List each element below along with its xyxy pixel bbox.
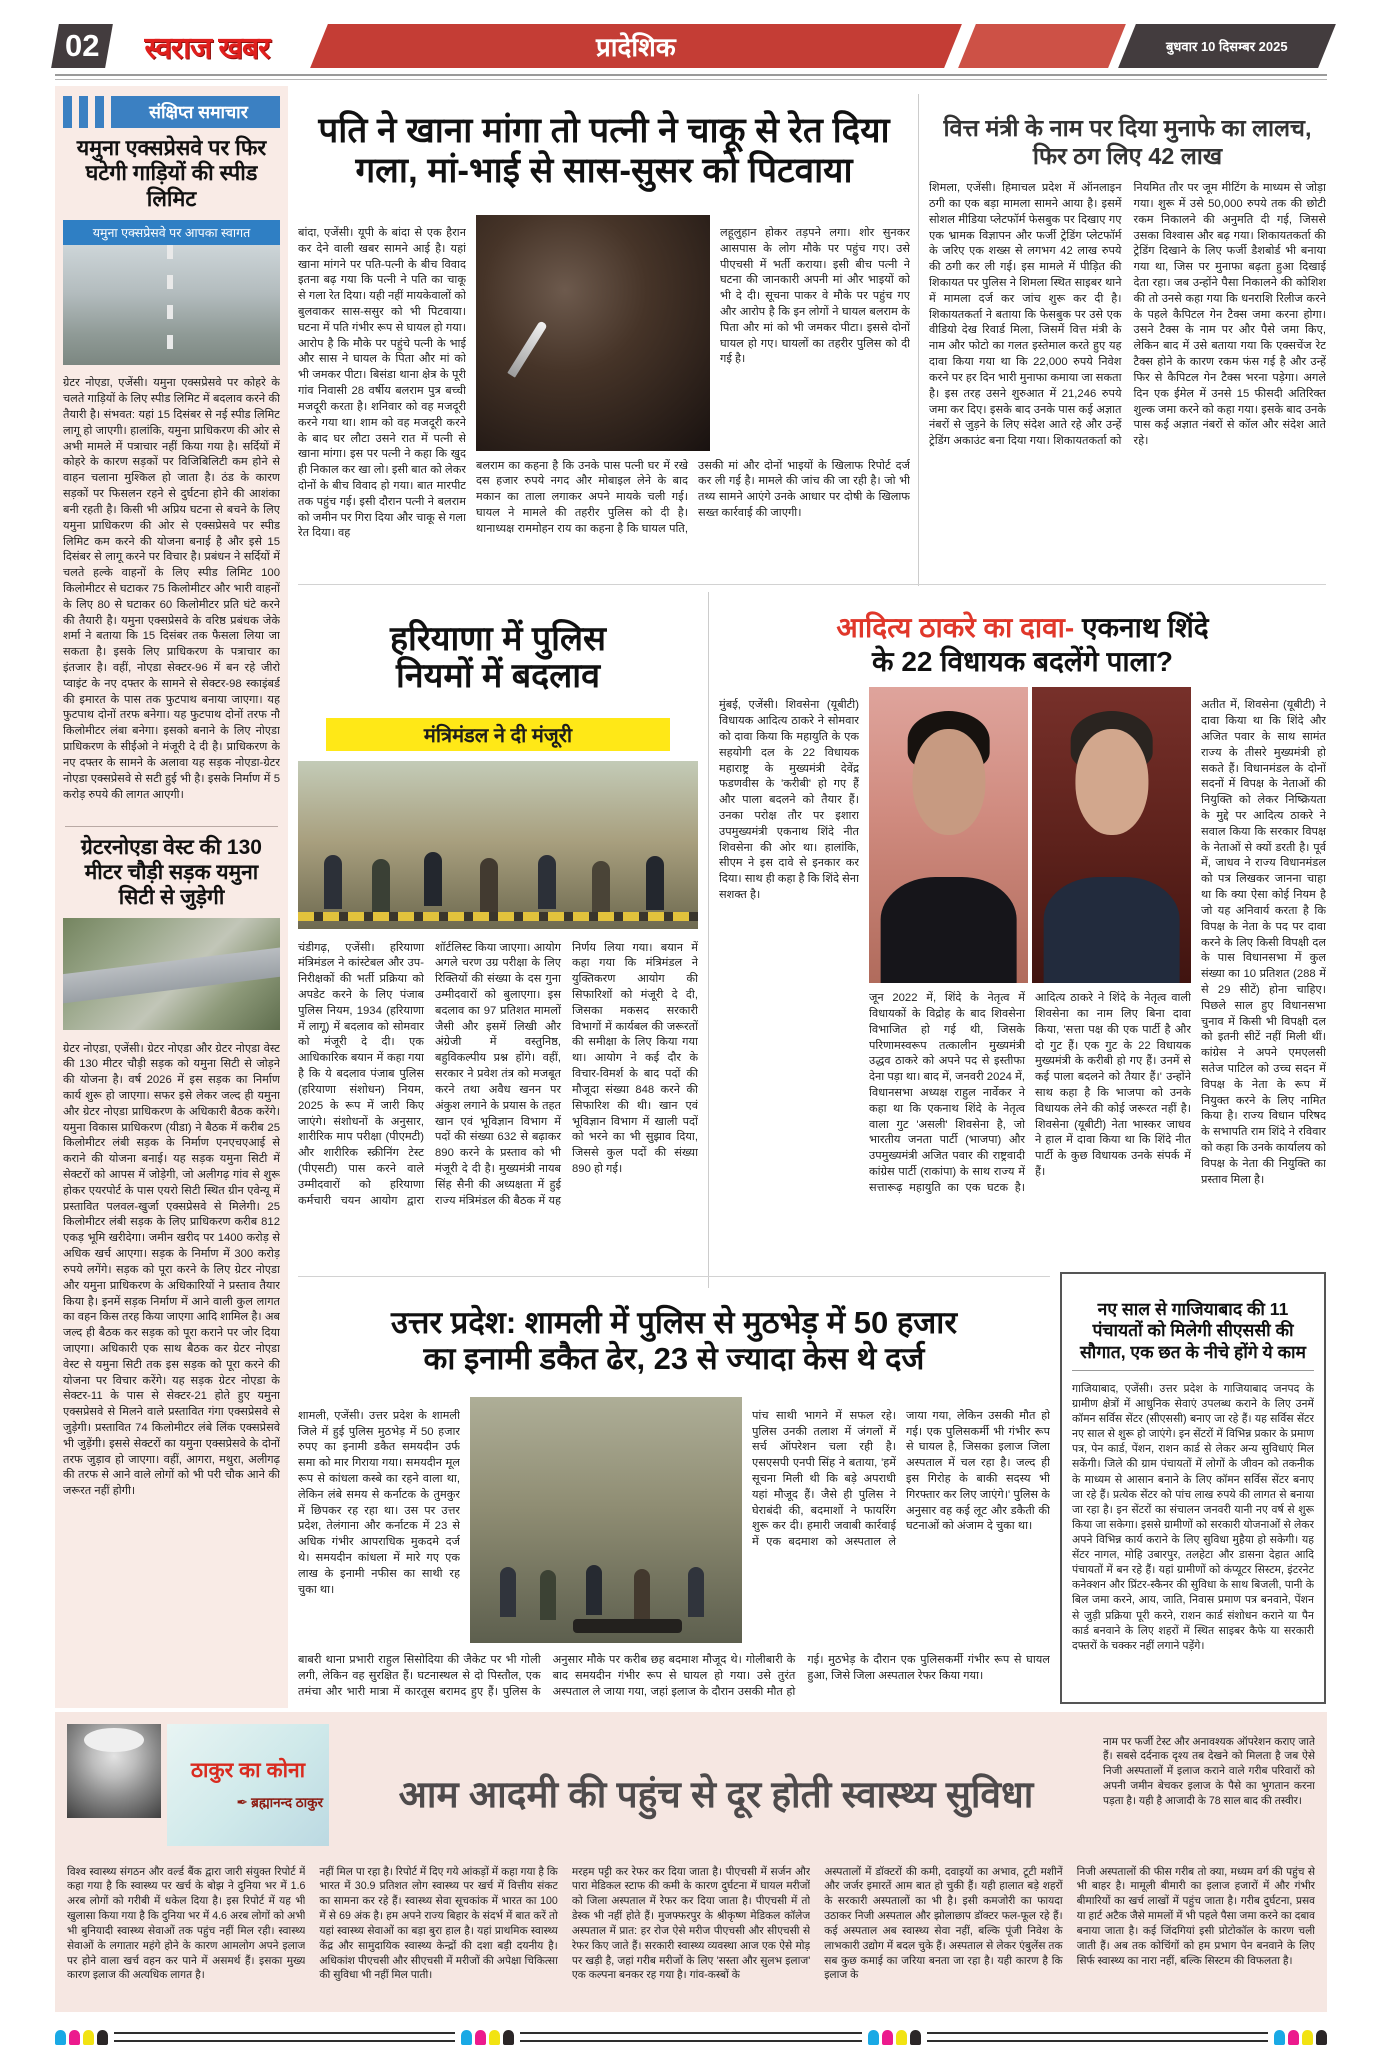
story-banda	[298, 88, 910, 586]
aaditya-thackeray-photo	[869, 687, 1028, 983]
leader-photos	[869, 687, 1191, 983]
greno-body: ग्रेटर नोएडा, एजेंसी। ग्रेटर नोएडा और ग्रेटर नोएडा वेस्ट की 130 मीटर चौड़ी सड़क को यमुना सिटी से जोड़ने की योजना है। वर्ष 2026 में इस सड़क का निर्माण कार्य शुरू हो जाएगा। सफर इसे लेकर जल्द ही यमुना और ग्रेटर नोएडा प्राधिकरण के अधिकारी बैठक करेंगे। यमुना विकास प्राधिकरण (यीडा) ने बैठक में करीब 25 किलोमीटर लंबी सड़क के निर्माण एनएचएआई से कराने की योजना बनाई। यह सड़क यमुना सिटी में सेक्टरों को आपस में जोड़ेगी, जो अलीगढ़ गांव से शुरू होकर एयरपोर्ट के पास एयरो सिटी स्थित ग्रीन एवेन्यू में प्रस्तावित पलवल-खुर्जा एक्सप्रेसवे से मिलेगी। 25 किलोमीटर लंबी सड़क के लिए प्राधिकरण करीब 812 एकड़ भूमि खरीदेगा। जमीन खरीद पर 1400 करोड़ से अधिक खर्च आएगा। सड़क के निर्माण में 300 करोड़ रुपये लगेंगे। सड़क को पूरा करने के लिए ग्रेटर नोएडा और यमुना प्राधिकरण के अधिकारियों ने प्रस्ताव तैयार किया है। इनमें सड़क निर्माण में आने वाली कुल लागत का वहन किस तरह किया जाएगा आदि शामिल है। अब जल्द ही बैठक कर सड़क को पूरा कराने पर जोर दिया जाएगा। अधिकारी एक साथ बैठक कर ग्रेटर नोएडा वेस्ट से यमुना सिटी तक इस सड़क को पूरा करने की योजना पर विचार करेंगे। यह सड़क ग्रेटर नोएडा के सेक्टर-11 के पास से सेक्टर-21 होते हुए यमुना एक्सप्रेसवे से मिलने वाले प्रस्तावित गंगा एक्सप्रेसवे से जुड़ेगी। प्रस्तावित 74 किलोमीटर लंबे लिंक एक्सप्रेसवे भी जुड़ेंगी। इससे सेक्टरों का यमुना एक्सप्रेसवे के दोनों तरफ जुड़ाव हो जाएगा। वहीं, आगरा, मथुरा, अलीगढ़ की तरफ से आने वाले लोगों को भी परी चौक आने की जरूरत नहीं होगी।	[63, 1042, 280, 1498]
registration-line	[927, 2032, 1268, 2042]
author-name: ब्रह्मानन्द ठाकुर	[251, 1794, 323, 1810]
columnist-photo	[67, 1724, 161, 1818]
brief-news-label	[63, 96, 280, 128]
black-mark-icon	[97, 2030, 108, 2045]
thackeray-headline	[719, 611, 1326, 679]
haryana-subhead: मंत्रिमंडल ने दी मंजूरी	[326, 718, 670, 751]
yamuna-expressway-photo	[63, 220, 280, 365]
black-mark-icon	[910, 2030, 921, 2045]
opinion-headline: आम आदमी की पहुंच से दूर होती स्वास्थ्य सुविधा	[398, 1773, 1034, 1815]
cmyk-marks	[868, 2030, 921, 2045]
magenta-mark-icon	[882, 2030, 893, 2045]
haryana-body: चंडीगढ़, एजेंसी। हरियाणा मंत्रिमंडल ने कांस्टेबल और उप-निरीक्षकों की भर्ती प्रक्रिया को अपडेट करने के लिए पंजाब पुलिस नियम, 1934 (हरियाणा में लागू) में बदलाव को सोमवार को मंजूरी दे दी। एक आधिकारिक बयान में कहा गया है कि ये बदलाव पंजाब पुलिस (हरियाणा संशोधन) नियम, 2025 के रूप में जारी किए जाएंगे। संशोधनों के अनुसार, शारीरिक माप परीक्षा (पीएमटी) और शारीरिक स्क्रीनिंग टेस्ट (पीएसटी) पास करने वाले उम्मीदवारों को हरियाणा कर्मचारी चयन आयोग द्वारा शॉर्टलिस्ट किया जाएगा। आयोग अगले चरण उग्र परीक्षा के लिए रिक्तियों की संख्या के दस गुना उम्मीदवारों को बुलाएगा। इस बदलाव का 97 प्रतिशत मामलों जैसी और इसमें लिखी और अंग्रेजी में वस्तुनिष्ठ, बहुविकल्पीय प्रश्न होंगे। वहीं, सरकार ने प्रवेश तंत्र को मजबूत करने तथा अवैध खनन पर अंकुश लगाने के प्रयास के तहत खान एवं भूविज्ञान विभाग में पदों की संख्या 632 से बढ़ाकर 890 करने के प्रस्ताव को भी मंजूरी दे दी है। मुख्यमंत्री नायब सिंह सैनी की अध्यक्षता में हुई राज्य मंत्रिमंडल की बैठक में यह निर्णय लिया गया। बयान में कहा गया कि मंत्रिमंडल ने युक्तिकरण आयोग की सिफारिशों को मंजूरी दे दी, जिसका मकसद सरकारी विभागों में कार्यबल की जरूरतों की समीक्षा के लिए किया गया था। आयोग ने कई दौर के विचार-विमर्श के बाद पदों की मौजूदा संख्या 848 करने की सिफारिश की थी। खान एवं भूविज्ञान विभाग में खाली पदों को भरने का भी सुझाव दिया, जिससे कुल पदों की संख्या 890 हो गई।	[298, 941, 698, 1207]
column-title: ठाकुर का कोना	[190, 1759, 306, 1783]
date-box	[1118, 24, 1336, 68]
cmyk-marks	[461, 2030, 514, 2045]
shamli-headline	[298, 1305, 1050, 1377]
black-mark-icon	[1316, 2030, 1327, 2045]
woman-knife-photo	[476, 215, 710, 451]
body-column: जून 2022 में, शिंदे के नेतृत्व में विधायकों के विद्रोह के बाद शिवसेना विभाजित हो गई थी, जिसके परिणामस्वरूप तत्कालीन मुख्यमंत्री उद्धव ठाकरे को अपने पद से इस्तीफा देना पड़ा था। बाद में, जनवरी 2024 में, विधानसभा अध्यक्ष राहुल नार्वेकर ने कहा था कि एकनाथ शिंदे के नेतृत्व वाला गुट 'असली' शिवसेना है, जो भारतीय जनता पार्टी (भाजपा) और उपमुख्यमंत्री अजित पवार की राष्ट्रवादी कांग्रेस पार्टी (राकांपा) के साथ राज्य में सत्तारूढ़ महायुति का एक घटक है।	[869, 992, 1025, 1194]
haryana-headline	[298, 621, 698, 696]
banda-top-row	[476, 215, 910, 451]
body-column: लहूलुहान होकर तड़पने लगा। शोर सुनकर आसपास के लोग मौके पर पहुंच गए। उसे पीएचसी में भर्ती कराया। इसी बीच पत्नी ने घटना की जानकारी अपनी मां और भाइयों को भी दे दी। सूचना पाकर वे मौके पर पहुंच गए और आरोप है कि इन लोगों ने घायल बलराम के पिता और मां को भी जमकर पीटा। इससे दोनों घायल हो गए। घायलों का तहरीर पुलिस को दी गई है।	[720, 226, 910, 366]
ghaziabad-body: गाजियाबाद, एजेंसी। उत्तर प्रदेश के गाजियाबाद जनपद के ग्रामीण क्षेत्रों में आधुनिक सेवाएं उपलब्ध कराने के लिए उनमें कॉमन सर्विस सेंटर (सीएससी) बनाए जा रहे हैं। यह सर्विस सेंटर नए साल से शुरू हो जाएंगे। इन सेंटरों में विभिन्न प्रकार के प्रमाण पत्र, पेन कार्ड, पेंशन, राशन कार्ड से लेकर अन्य सुविधाएं मिल सकेंगी। जिले की ग्राम पंचायतों में लोगों के जीवन को तकनीक के माध्यम से आसान बनाने के लिए कॉमन सर्विस सेंटर बनाए जा रहे हैं। प्रत्येक सेंटर को पांच लाख रुपये की लागत से बनाया जा रहा है। इन सेंटरों का संचालन जनवरी यानी नए वर्ष से शुरू किया जा सकेगा। इससे ग्रामीणों को सरकारी योजनाओं से लेकर अपने विभिन्न कार्य कराने के लिए सुविधा मुहैया हो सकेगी। यह सेंटर नागल, मोहि उबारपुर, तलहेटा और डासना देहात आदि पंचायतों में बन रहे हैं। यहां ग्रामीणों को कंप्यूटर सिस्टम, इंटरनेट कनेक्शन और प्रिंटर-स्कैनर की सुविधा के साथ बिजली, पानी के बिल जमा करने, आय, जाति, निवास प्रमाण पत्र बनवाने, पेंशन से जुड़ी प्रक्रिया पूरी करने, राशन कार्ड संशोधन कराने या पैन कार्ड बनवाने के लिए शहरों में स्थित साइबर कैफे या सरकारी दफ्तरों के चक्कर नहीं लगाने पड़ेंगे।	[1072, 1382, 1314, 1652]
cyan-mark-icon	[55, 2030, 66, 2045]
thackeray-claim-text: आदित्य ठाकरे का दावा-	[836, 611, 1075, 643]
page-number-box	[51, 24, 113, 68]
edition-date: बुधवार 10 दिसम्बर 2025	[1166, 39, 1288, 54]
banda-headline-line2: गला, मां-भाई से सास-सुसर को पिटवाया	[355, 151, 853, 191]
shimla-body: शिमला, एजेंसी। हिमाचल प्रदेश में ऑनलाइन ठगी का एक बड़ा मामला सामने आया है। इसमें सोशल मीडिया प्लेटफॉर्म फेसबुक पर दिखाए गए एक भ्रामक विज्ञापन और फर्जी ट्रेडिंग प्लेटफॉर्म के जरिए एक शख्स से लगभग 42 लाख रुपये की ठगी कर ली गई। इस मामले में पीड़ित की शिकायत पर पुलिस ने शिमला स्थित साइबर थाने में मामला दर्ज कर जांच शुरू कर दी है। शिकायतकर्ता ने बताया कि फेसबुक पर उसे एक वीडियो देख रिवार्ड मिला, जिसमें वित्त मंत्री के नाम और फोटो का गलत इस्तेमाल करते हुए यह दावा किया गया था कि 22,000 रुपये निवेश करने पर हर दिन भारी मुनाफा कमाया जा सकता है। इस तरह उसने शुरुआत में 21,246 रुपये जमा कर दिए। इसके बाद उनके पास कई अज्ञात नंबरों से जुड़ने के लिए संदेश आते रहे और उन्हें ट्रेडिंग अकाउंट बना दिया गया। शिकायतकर्ता को नियमित तौर पर जूम मीटिंग के माध्यम से जोड़ा गया। शुरू में उसे 50,000 रुपये तक की छोटी रकम निकालने की अनुमति दी गई, जिससे उसका विश्वास और बढ़ गया। शिकायतकर्ता की ट्रेडिंग दिखाने के लिए फर्जी डैशबोर्ड भी बनाया गया था, जिस पर मुनाफा बढ़ता हुआ दिखाई देता रहा। जब उन्होंने पैसा निकालने की कोशिश की तो उनसे कहा गया कि धनराशि रिलीज करने के पहले कैपिटल गेन टैक्स जमा करना होगा। उसने टैक्स के नाम पर और पैसे जमा किए, लेकिन बाद में उसे बताया गया कि एक्सचेंज रेट टैक्स होने के कारण रकम फंस गई है और उन्हें फिर से कैपिटल गेन टैक्स भरना पड़ेगा। अगले दिन एक ईमेल में उनसे 15 फीसदी अतिरिक्त शुल्क जमा करने को कहा गया। इसके बाद उनके पास कई अज्ञात नंबरों से कॉल और संदेश आते रहे।	[929, 182, 1326, 448]
section-banner	[310, 24, 962, 68]
body-column: बांदा, एजेंसी। यूपी के बांदा से एक हैरान कर देने वाली खबर सामने आई है। यहां खाना मांगने पर पति-पत्नी के बीच विवाद इतना बढ़ गया कि पत्नी ने पति का चाकू से गला रेत दिया। यही नहीं मायकेवालों को बुलवाकर सास-ससुर को भी पिटवाया। घटना में पति गंभीर रूप से घायल हो गया। आरोप है कि मौके पर पहुंचे पत्नी के भाई और सास ने घायल के पिता और मां को भी जमकर पीटा। बिसंडा थाना क्षेत्र के पूरी गांव निवासी 28 वर्षीय बलराम पुत्र बच्ची मजदूरी करता है। शनिवार को वह मजदूरी करने गया था। शाम को वह मजदूरी करने के बाद घर लौटा उसने रात में पत्नी से खाना मांगा। इस पर पत्नी ने कहा कि खुद ही निकाल कर खा लो। इसी बात को लेकर दोनों के बीच विवाद हो गया। बात मारपीट तक पहुंच गई। इसी दौरान पत्नी ने बलराम को जमीन पर गिरा दिया और चाकू से गला रेत दिया। वह	[298, 226, 466, 540]
banda-body-columns	[298, 215, 910, 597]
cmyk-marks	[55, 2030, 108, 2045]
body-column: अस्पतालों में डॉक्टरों की कमी, दवाइयों का अभाव, टूटी मशीनें और जर्जर इमारतें आम बात हो चुकी हैं। यही हालात बड़े शहरों के सरकारी अस्पतालों का भी है। इसी कमजोरी का फायदा उठाकर निजी अस्पताल और झोलाछाप डॉक्टर फल-फूल रहे हैं। कई अस्पताल अब स्वास्थ्य सेवा नहीं, बल्कि पूंजी निवेश के लाभकारी उद्योग में बदल चुके हैं। अस्पताल से लेकर एंबुलेंस तक सब कुछ कमाई का जरिया बनता जा रहा है। यही कारण है कि इलाज के	[824, 1865, 1063, 1982]
police-figures	[500, 1567, 516, 1617]
banner-accent	[958, 24, 1126, 68]
print-registration-marks	[55, 2028, 1327, 2046]
opinion-body-columns	[67, 1854, 1315, 2002]
paper-logo: स्वराज खबर	[144, 31, 270, 65]
yellow-mark-icon	[896, 2030, 907, 2045]
thackeray-headline-line2: के 22 विधायक बदलेंगे पाला?	[872, 645, 1173, 677]
magenta-mark-icon	[69, 2030, 80, 2045]
thackeray-body-columns	[719, 687, 1326, 1283]
section-name: प्रादेशिक	[596, 32, 676, 62]
opinion-strip	[55, 1712, 1327, 2012]
body-column: शामली, एजेंसी। उत्तर प्रदेश के शामली जिले में हुई पुलिस मुठभेड़ में 50 हजार रुपए का इनामी डकैत समयदीन उर्फ समा को मार गिराया गया। समयदीन मूल रूप से कांधला कस्बे का रहने वाला था, लेकिन लंबे समय से कर्नाटक के तुमकुर में छिपकर रह रहा था। उस पर उत्तर प्रदेश, तेलंगाना और कर्नाटक में 23 से अधिक गंभीर आपराधिक मुकदमे दर्ज थे। समयदीन कांधला में मारे गए एक लाख के इनामी नफीस का साथी रह चुका था।	[298, 1409, 460, 1596]
face-shape	[1075, 729, 1148, 836]
thackeray-middle-block	[869, 687, 1191, 1283]
yellow-mark-icon	[489, 2030, 500, 2045]
body-column: निजी अस्पतालों की फीस गरीब तो क्या, मध्यम वर्ग की पहुंच से भी बाहर है। मामूली बीमारी का इलाज हजारों में और गंभीर बीमारियों का खर्च लाखों में पहुंच जाता है। गरीब दुर्घटना, प्रसव या हार्ट अटैक जैसे मामलों में भी पहले पैसा जमा करने का दबाव बनाया जाता है। कई जिंदगियां इसी प्रोटोकॉल के कारण चली जाती हैं। अब तक कोचिंगों को हम प्रभाग पेन बनवाने के लिए सिर्फ स्वास्थ्य का नारा नहीं, बल्कि सिस्टम की विफलता है।	[1076, 1865, 1316, 1967]
body-column: बलराम का कहना है कि उनके पास पत्नी घर में रखे दस हजार रुपये नगद और मोबाइल लेने के बाद मकान का ताला लगाकर अपने मायके चली गई। घायल ने मामले की तहरीर पुलिस को दी है। थानाध्यक्ष राममोहन राय का कहना है कि घायल पति, उसकी मां और दोनों भाइयों के खिलाफ रिपोर्ट दर्ज कर ली गई है। मामले की जांच की जा रही है। जो भी तथ्य सामने आएंगे उनके आधार पर दोषी के खिलाफ सख्त कार्रवाई की जाएगी।	[476, 459, 910, 535]
story-thackeray	[708, 592, 1326, 1288]
columnist-name	[173, 1793, 323, 1811]
highway-aerial-photo	[63, 918, 280, 1030]
body-column: मरहम पट्टी कर रेफर कर दिया जाता है। पीएचसी में सर्जन और पारा मेडिकल स्टाफ की कमी के कारण दुर्घटना में घायल मरीजों को जिला अस्पताल में रेफर कर दिया जाता है। पीएचसी में तो डेस्क भी नहीं होते हैं। मुजफ्फरपुर के श्रीकृष्ण मेडिकल कॉलेज अस्पताल में प्रात: हर रोज ऐसे मरीज पीएचसी और सीएचसी से रेफर किए जाते हैं। सरकारी स्वास्थ्य व्यवस्था आज एक ऐसे मोड़ पर खड़ी है, जहां गरीब मरीजों के लिए 'सस्ता और सुलभ इलाज' एक कल्पना बनकर रह गया है। गांव-कस्बों के	[571, 1865, 811, 1982]
story-haryana	[298, 598, 698, 1288]
columnist-box	[67, 1724, 329, 1846]
banda-right-block	[476, 215, 910, 597]
highway-road-shape	[63, 945, 280, 1006]
shamli-body-columns	[298, 1397, 1050, 1645]
section-divider	[298, 584, 1326, 585]
shimla-headline: वित्त मंत्री के नाम पर दिया मुनाफे का लालच, फिर ठग लिए 42 लाख	[943, 114, 1312, 169]
section-divider	[298, 1276, 1050, 1277]
story-shimla	[918, 94, 1326, 586]
opinion-header-row	[67, 1724, 1315, 1846]
body-column: मुंबई, एजेंसी। शिवसेना (यूबीटी) विधायक आदित्य ठाकरे ने सोमवार को दावा किया कि महायुति के एक सहयोगी दल के 22 विधायक महाराष्ट्र के मुख्यमंत्री देवेंद्र फडणवीस के 'करीबी' हो गए हैं और पाला बदलने को तैयार हैं। उनका परोक्ष तौर पर इशारा उपमुख्यमंत्री एकनाथ शिंदे नीत शिवसेना की ओर था। हालांकि, सीएम ने इस दावे से इनकार कर दिया। साथ ही कहा है कि शिंदे सेना सशक्त है।	[719, 699, 859, 902]
column-title-box	[167, 1724, 329, 1846]
yamuna-body: ग्रेटर नोएडा, एजेंसी। यमुना एक्सप्रेसवे पर कोहरे के चलते गाड़ियों के लिए स्पीड लिमिट में बदलाव करने की तैयारी है। संभवत: यहां 15 दिसंबर से नई स्पीड लिमिट लागू हो जाएगी। हालांकि, यमुना प्राधिकरण की ओर से अभी मामले में पत्राचार नहीं किया गया है। सर्दियों में कोहरे के कारण सड़कों पर विजिबिलिटी कम होने से वाहन चलाना मुश्किल हो जाता है। ठंड के कारण सड़कों पर फिसलन रहने से दुर्घटना होने की आशंका बनी रहती है। किसी भी अप्रिय घटना से बचने के लिए यमुना प्राधिकरण की ओर से एक्सप्रेसवे पर स्पीड लिमिट कम करने की योजना बनाई है और इसे 15 दिसंबर से लागू करने पर विचार है। प्रबंधन ने सर्दियों में चलते हल्के वाहनों के लिए स्पीड लिमिट 100 किलोमीटर से घटाकर 75 किलोमीटर और भारी वाहनों के लिए 80 से घटाकर 60 किलोमीटर प्रति घंटे करने की तैयारी है। यमुना एक्सप्रेसवे के वरिष्ठ प्रबंधक जेके शर्मा ने बताया कि 15 दिसंबर तक फैसला लिया जा सकता है। इसके लिए प्राधिकरण के पत्राचार का इंतजार है। वहीं, नोएडा सेक्टर-96 में बन रहे जीरो प्वाइंट के नए दफ्तर के सामने से सेक्टर-98 स्काइंबर्ड की इमारत के पास तक फुटपाथ बनाया जाएगा। यह फुटपाथ दोनों तरफ बनेगा। यह फुटपाथ दोनों तरफ नौ किलोमीटर लंबा बनेगा। इसको बनाने के लिए नोएडा प्राधिकरण के सीईओ ने मंजूरी दे दी है। प्राधिकरण के नए दफ्तर के सामने के अलावा यह सड़क नोएडा-ग्रेटर नोएडा एक्सप्रेसवे से सटी हुई भी है। इसके निर्माण में 5 करोड़ रुपये की लागत आएगी।	[63, 377, 280, 801]
body-column: नहीं मिल पा रहा है। रिपोर्ट में दिए गये आंकड़ों में कहा गया है कि भारत में 30.9 प्रतिशत लोग स्वास्थ्य पर खर्च में वित्तीय संकट का सामना कर रहे हैं। स्वास्थ्य सेवा सूचकांक में भारत का 100 में से 69 अंक है। हम अपने राज्य बिहार के संदर्भ में बात करें तो यहां स्वास्थ्य सेवाओं का बड़ा बुरा हाल है। यहां प्राथमिक स्वास्थ्य केंद्र और सामुदायिक स्वास्थ्य केन्द्रों की दशा बड़ी दयनीय है। अधिकांश पीएचसी और सीएचसी में मरीजों की अपेक्षा चिकित्सा की सुविधा भी नहीं मिल पाती।	[319, 1865, 558, 1982]
registration-line	[114, 2032, 455, 2042]
left-column	[55, 86, 288, 1708]
yamuna-headline: यमुना एक्सप्रेसवे पर फिर घटेगी गाड़ियों की स्पीड लिमिट	[76, 136, 267, 211]
haryana-headline-line1: हरियाणा में पुलिस	[389, 619, 607, 658]
torso-shape	[1043, 877, 1180, 984]
banda-headline	[298, 111, 910, 191]
masthead-divider	[55, 74, 1327, 80]
thackeray-mid-text	[869, 991, 1191, 1277]
expressway-sign-text: यमुना एक्सप्रेसवे पर आपका स्वागत	[63, 220, 280, 245]
face-shape	[912, 729, 985, 836]
registration-line	[520, 2032, 861, 2042]
lane-marking	[167, 245, 173, 365]
yellow-mark-icon	[83, 2030, 94, 2045]
yellow-mark-icon	[1302, 2030, 1313, 2045]
cyan-mark-icon	[868, 2030, 879, 2045]
banda-headline-line1: पति ने खाना मांगा तो पत्नी ने चाकू से रेत दिया	[318, 111, 890, 151]
magenta-mark-icon	[475, 2030, 486, 2045]
brief-news-title: संक्षिप्त समाचार	[117, 96, 280, 128]
expressway-road-image	[63, 245, 280, 365]
devendra-fadnavis-photo	[1032, 687, 1191, 983]
shamli-headline-line1: उत्तर प्रदेश: शामली में पुलिस से मुठभेड़ में 50 हजार	[390, 1304, 958, 1340]
torso-shape	[880, 877, 1017, 984]
body-column: नाम पर फर्जी टेस्ट और अनावश्यक ऑपरेशन कराए जाते हैं। सबसे दर्दनाक दृश्य तब देखने को मिलता है जब ऐसे निजी अस्पतालों में इलाज कराने वाले गरीब परिवारों को अपनी जमीन बेचकर इलाज के पैसे का भुगतान करना पड़ता है। यही है आजादी के 78 साल बाद की तस्वीर।	[1103, 1735, 1315, 1807]
police-checkpoint-photo	[298, 761, 698, 929]
cmyk-marks	[1274, 2030, 1327, 2045]
greno-headline: ग्रेटरनोएडा वेस्ट की 130 मीटर चौड़ी सड़क यमुना सिटी से जुड़ेगी	[65, 826, 278, 911]
haryana-headline-line2: नियमों में बदलाव	[396, 657, 600, 696]
story-ghaziabad-box	[1060, 1272, 1326, 1704]
masthead	[55, 24, 1327, 68]
shamli-headline-line2: का इनामी डकैत ढेर, 23 से ज्यादा केस थे दर्ज	[423, 1340, 925, 1376]
body-column: अतीत में, शिवसेना (यूबीटी) ने दावा किया था कि शिंदे और अजित पवार के साथ सामंत राज्य के तीसरे मुख्यमंत्री हो सकते हैं। विधानमंडल के दोनों सदनों में विपक्ष के नेताओं की नियुक्ति को लेकर निष्क्रियता के मुद्दे पर आदित्य ठाकरे ने सवाल किया कि सरकार विपक्ष के नेताओं से क्यों डरती है। पूर्व में, जाधव ने राज्य विधानमंडल को पत्र लिखकर जानना चाहा था कि क्या ऐसा कोई नियम है जो यह अनिवार्य करता है कि विपक्ष के नेता के पद पर दावा करने के लिए किसी विपक्षी दल के पास विधानसभा में कुल संख्या का 10 प्रतिशत (288 में से 29 सीटें) होना चाहिए। पिछले साल हुए विधानसभा चुनाव में किसी भी विपक्षी दल को इतनी सीटें नहीं मिली थीं। कांग्रेस ने अपने एमएलसी सतेज पाटिल को उच्च सदन में विपक्ष के नेता के रूप में नियुक्त करने के लिए नामित किया है। राज्य विधान परिषद के सभापति राम शिंदे ने रविवार को कहा कि उनके कार्यालय को विपक्ष के नेता की नियुक्ति का प्रस्ताव मिला है।	[1201, 699, 1326, 1186]
magenta-mark-icon	[1288, 2030, 1299, 2045]
ghaziabad-headline: नए साल से गाजियाबाद की 11 पंचायतों को मिलेगी सीएससी की सौगात, एक छत के नीचे होंगे ये काम	[1072, 1299, 1314, 1372]
page-number: 02	[64, 28, 100, 63]
body-column: विश्व स्वास्थ्य संगठन और वर्ल्ड बैंक द्वारा जारी संयुक्त रिपोर्ट में कहा गया है कि स्वास्थ्य पर खर्च के बोझ ने दुनिया भर में 1.6 अरब लोगों को गरीबी में धकेल दिया है। इस रिपोर्ट में यह भी खुलासा किया गया है कि दुनिया भर में 4.6 अरब लोगों को अभी भी बुनियादी स्वास्थ्य सेवाओं तक पहुंच नहीं मिल रही। स्वास्थ्य सेवाओं के लगातार महंगे होने के कारण आमलोग अपने इलाज पर होने वाला खर्च वहन कर पाने में असमर्थ हैं। इसका मुख्य कारण इलाज की अत्यधिक लागत है।	[67, 1865, 306, 1982]
body-column: आदित्य ठाकरे ने शिंदे के नेतृत्व वाली शिवसेना का नाम लिए बिना दावा किया, 'सत्ता पक्ष की एक पार्टी है और दो गुट हैं। एक गुट के 22 विधायक मुख्यमंत्री के करीबी हो गए हैं। उनमें से कई पाला बदलने को तैयार हैं।' उन्होंने साथ कहा है कि भाजपा को उनके विधायक लेने की कोई जरूरत नहीं है। शिवसेना (यूबीटी) नेता भास्कर जाधव ने हाल में दावा किया था कि शिंदे नीत पार्टी के कुछ विधायक उनके संपर्क में हैं।	[1035, 992, 1191, 1178]
stripes-icon	[63, 96, 117, 128]
stretcher-shape	[573, 1619, 682, 1633]
body-column: पांच साथी भागने में सफल रहे। पुलिस उनकी तलाश में जंगलों में सर्च ऑपरेशन चला रही है। एसएसपी एनपी सिंह ने बताया, 'हमें सूचना मिली थी कि बड़े अपराधी यहां मौजूद हैं। जैसे ही पुलिस ने घेराबंदी की, बदमाशों ने फायरिंग शुरू कर दी। हमारी जवाबी कार्रवाई में एक बदमाश को अस्पताल ले जाया गया, लेकिन उसकी मौत हो गई। एक पुलिसकर्मी भी गंभीर रूप से घायल है, जिसका इलाज जिला अस्पताल में चल रहा है। जल्द ही इस गिरोह के बाकी सदस्य भी गिरफ्तार कर लिए जाएंगे।' पुलिस के अनुसार वह कई लूट और डकैती की घटनाओं को अंजाम दे चुका था।	[752, 1409, 1050, 1549]
black-mark-icon	[503, 2030, 514, 2045]
cyan-mark-icon	[1274, 2030, 1285, 2045]
police-figures	[324, 855, 342, 909]
barricade-stripe	[298, 912, 698, 921]
knife-icon	[507, 321, 547, 378]
story-shamli	[298, 1284, 1050, 1704]
pen-icon: ✒	[236, 1793, 249, 1810]
thackeray-headline-rest: एकनाथ शिंदे	[1074, 611, 1209, 643]
shamli-bottom-text: बाबरी थाना प्रभारी राहुल सिसोदिया की जैकेट पर भी गोली लगी, लेकिन वह सुरक्षित हैं। घटनास्थल से दो पिस्तौल, एक तमंचा और भारी मात्रा में कारतूस बरामद हुए हैं। पुलिस के अनुसार मौके पर करीब छह बदमाश मौजूद थे। गोलीबारी के बाद समयदीन गंभीर रूप से घायल हो गया। उसे तुरंत अस्पताल ले जाया गया, जहां इलाज के दौरान उसकी मौत हो गई। मुठभेड़ के दौरान एक पुलिसकर्मी गंभीर रूप से घायल हुआ, जिसे जिला अस्पताल रेफर किया गया।	[298, 1654, 1050, 1699]
encounter-scene-photo	[470, 1397, 742, 1643]
cyan-mark-icon	[461, 2030, 472, 2045]
hair-shape	[84, 1728, 144, 1752]
